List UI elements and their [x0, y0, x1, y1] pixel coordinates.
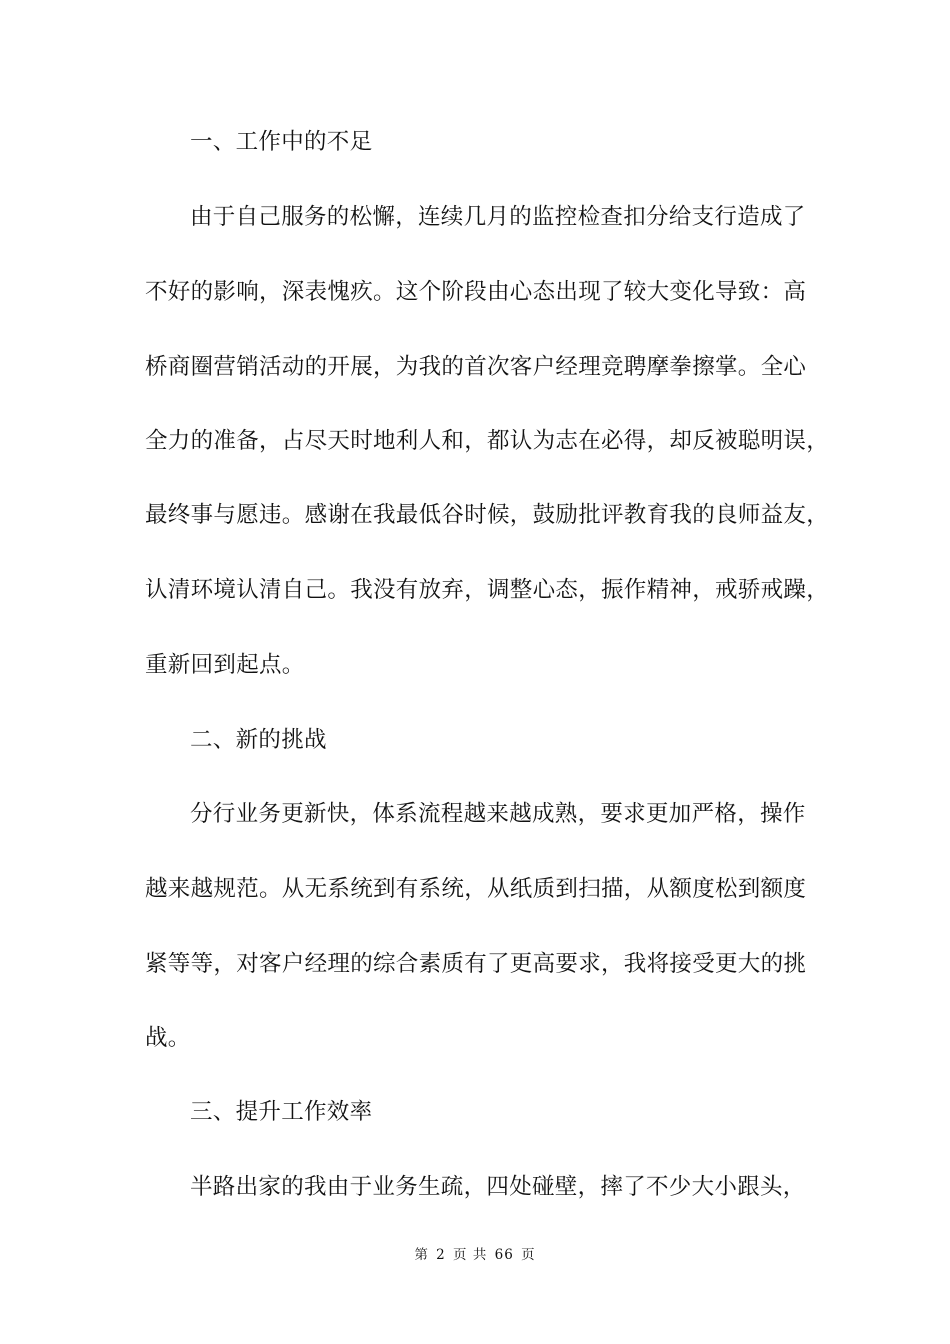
section-heading-2: 二、新的挑战: [190, 727, 327, 753]
footer-prefix: 第: [414, 1247, 429, 1263]
paragraph-line: 战。: [145, 1025, 191, 1051]
paragraph-line: 半路出家的我由于业务生疏，四处碰壁，摔了不少大小跟头，: [190, 1174, 806, 1200]
paragraph-line: 分行业务更新快，体系流程越来越成熟，要求更加严格，操作: [190, 801, 806, 827]
paragraph-line: 桥商圈营销活动的开展，为我的首次客户经理竞聘摩拳擦掌。全心: [145, 354, 807, 380]
paragraph-line: 由于自己服务的松懈，连续几月的监控检查扣分给支行造成了: [190, 204, 806, 230]
section-heading-1: 一、工作中的不足: [190, 129, 373, 155]
paragraph-line: 认清环境认清自己。我没有放弃，调整心态，振作精神，戒骄戒躁，: [145, 577, 830, 603]
page-footer: [0, 1246, 950, 1264]
paragraph-line: 全力的准备，占尽天时地利人和，都认为志在必得，却反被聪明误，: [145, 428, 830, 454]
footer-total-pages: 66: [494, 1247, 514, 1263]
footer-current-page: 2: [436, 1247, 446, 1263]
paragraph-line: 不好的影响，深表愧疚。这个阶段由心态出现了较大变化导致：高: [145, 279, 807, 305]
paragraph-line: 越来越规范。从无系统到有系统，从纸质到扫描，从额度松到额度: [145, 876, 807, 902]
paragraph-line: 紧等等，对客户经理的综合素质有了更高要求，我将接受更大的挑: [145, 951, 807, 977]
section-heading-3: 三、提升工作效率: [190, 1099, 373, 1125]
paragraph-line: 重新回到起点。: [145, 652, 305, 678]
footer-suffix: 页: [521, 1247, 536, 1263]
paragraph-line: 最终事与愿违。感谢在我最低谷时候，鼓励批评教育我的良师益友，: [145, 502, 830, 528]
footer-middle: 页 共: [453, 1247, 488, 1263]
